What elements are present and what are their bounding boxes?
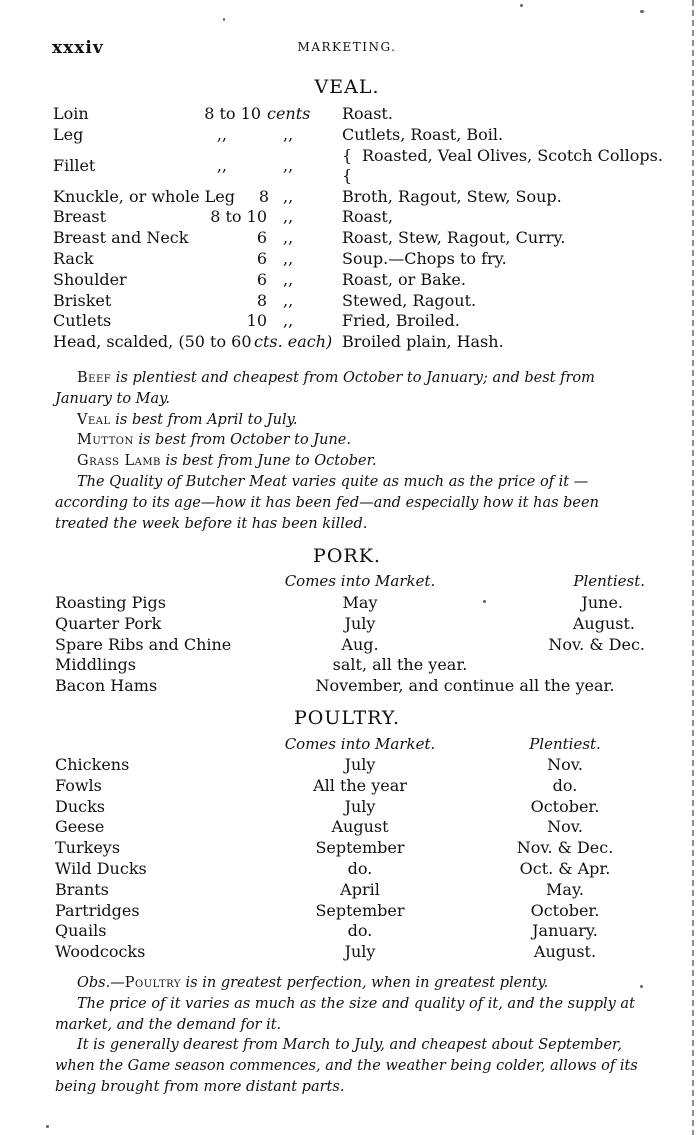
pork-row [55,676,645,697]
pork-name: Roasting Pigs [55,593,166,612]
veal-uses: Roasted, Veal Olives, Scotch Collops. [362,145,663,165]
scan-speckle [640,985,643,988]
poultry-row [55,776,645,797]
veal-price: 8 to 10 [204,104,261,123]
poultry-market: July [344,755,376,774]
veal-unit: ,, [283,248,294,268]
pork-market: November, and continue all the year. [315,676,615,696]
poultry-plentiest: May. [546,879,584,899]
veal-row [53,145,663,187]
poultry-market: July [344,942,376,962]
meat-notes [55,368,645,534]
veal-unit: ,, [283,186,294,206]
poultry-plentiest: January. [532,921,598,941]
poultry-table [55,755,645,963]
veal-uses: Broth, Ragout, Stew, Soup. [342,186,562,206]
dearest-note: It is generally dearest from March to July, and cheapest about September, when the Game season commences, and the weather being colder, allows of its being brought from more distant parts. [55,1037,638,1095]
veal-row [53,125,643,146]
poultry-plentiest: Nov. [547,755,583,774]
quality-note: The Quality of Butcher Meat varies quite as much as the price of it —according to its age—how it has been fed—and especially how it has been treated the week before it has been killed. [55,473,599,532]
poultry-plentiest: Nov. & Dec. [516,838,614,858]
poultry-observations [55,973,645,1098]
poultry-row [55,838,645,859]
poultry-market: September [315,900,405,920]
poultry-row [55,859,645,880]
veal-cut: Loin [53,104,89,123]
veal-uses: Roast, [342,207,393,227]
poultry-plentiest: do. [552,775,578,795]
poultry-plentiest: Nov. [547,817,583,837]
veal-cut: Cutlets [53,311,112,331]
veal-price: 8 to 10 [210,207,267,227]
poultry-name: Quails [55,921,107,941]
veal-row [53,291,643,312]
veal-unit: cts. each) [254,332,333,352]
poultry-market: August [331,817,389,837]
poultry-plentiest: October. [530,796,600,816]
veal-price: ,, [216,124,227,144]
veal-row [53,249,643,270]
scan-speckle [46,1125,49,1128]
pork-table [55,593,645,697]
pork-plentiest: August. [572,613,635,633]
veal-unit: ,, [283,269,294,289]
veal-cut: Shoulder [53,269,127,289]
poultry-market: July [344,796,376,816]
column-comes-into-market: Comes into Market. [284,572,436,590]
poultry-column-headers [55,735,645,755]
poultry-name: Wild Ducks [55,858,147,878]
poultry-name: Ducks [55,796,105,816]
pork-row [55,593,645,614]
pork-column-headers [55,572,645,592]
obs-note: Obs.—Poultry is in greatest perfection, when in greatest plenty. [77,975,549,991]
veal-unit: ,, [283,228,294,248]
veal-uses: Broiled plain, Hash. [342,332,504,352]
veal-unit: ,, [283,311,294,331]
poultry-market: do. [347,921,373,941]
pork-name: Spare Ribs and Chine [55,634,232,654]
veal-row [53,207,643,228]
poultry-name: Fowls [55,775,102,795]
poultry-plentiest: August. [533,942,597,962]
veal-cut: Leg [53,124,84,144]
veal-uses: Roast. [342,104,393,123]
veal-uses: Roast, or Bake. [342,269,466,289]
pork-row [55,614,645,635]
poultry-plentiest: October. [530,900,600,920]
poultry-name: Partridges [55,900,140,920]
pork-name: Quarter Pork [55,613,162,633]
poultry-row [55,942,645,963]
veal-cut: Fillet [53,155,96,175]
poultry-market: All the year [313,775,407,795]
veal-unit: cents [267,104,311,123]
beef-note: Beef is plentiest and cheapest from October to January; and best from January to May. [55,370,595,407]
veal-price: 6 [256,269,267,289]
pork-title: PORK. [313,545,381,567]
veal-cut: Breast and Neck [53,228,189,248]
poultry-row [55,901,645,922]
pork-name: Middlings [55,655,136,675]
veal-price: 6 [256,248,267,268]
veal-uses: Soup.—Chops to fry. [342,248,507,268]
poultry-title: POULTRY. [294,707,400,729]
poultry-market: do. [347,858,373,878]
poultry-row [55,797,645,818]
veal-uses: Stewed, Ragout. [342,290,477,310]
poultry-row [55,817,645,838]
poultry-name: Woodcocks [55,942,146,962]
veal-unit: ,, [283,124,294,144]
poultry-row [55,755,645,776]
lamb-note: Grass Lamb is best from June to October. [77,453,377,470]
veal-price: 6 [256,228,267,248]
veal-uses: Fried, Broiled. [342,311,460,331]
column-comes-into-market: Comes into Market. [284,735,436,753]
scan-speckle [640,10,644,13]
poultry-plentiest: Oct. & Apr. [519,858,611,878]
veal-row [53,332,643,353]
veal-price: 8 [258,186,269,206]
veal-price: ,, [216,155,227,175]
poultry-name: Brants [55,879,109,899]
scan-speckle [483,600,486,603]
pork-market: July [344,613,376,633]
poultry-row [55,880,645,901]
veal-cut: Knuckle, or whole Leg [53,186,235,206]
veal-note: Veal is best from April to July. [77,411,298,428]
scan-speckle [520,4,523,7]
column-plentiest: Plentiest. [573,572,645,590]
veal-row [53,270,643,291]
page-edge-shadow [692,0,694,1135]
veal-title: VEAL. [314,76,380,98]
pork-row [55,635,645,656]
poultry-name: Chickens [55,755,130,774]
pork-market: May [342,593,378,612]
pork-market: salt, all the year. [332,655,468,675]
veal-cut: Rack [53,248,94,268]
poultry-name: Turkeys [55,838,121,858]
pork-plentiest: Nov. & Dec. [548,634,645,654]
pork-name: Bacon Hams [55,676,158,696]
veal-row [53,187,643,208]
veal-price: 10 [246,311,267,331]
pork-plentiest: June. [581,593,623,612]
poultry-row [55,921,645,942]
column-plentiest: Plentiest. [529,735,601,753]
page-number: xxxiv [52,38,104,58]
veal-unit: ,, [283,207,294,227]
running-title: MARKETING. [297,40,397,54]
veal-cut: Brisket [53,290,112,310]
poultry-market: September [315,838,405,858]
veal-uses: Roast, Stew, Ragout, Curry. [342,228,566,248]
veal-row [53,104,643,125]
price-note: The price of it varies as much as the size and quality of it, and the supply at market, and the demand for it. [55,995,635,1033]
veal-cut: Breast [53,207,107,227]
pork-row [55,655,645,676]
mutton-note: Mutton is best from October to June. [77,432,351,449]
veal-uses: Cutlets, Roast, Boil. [342,124,504,144]
brace-glyph: { { [342,145,353,185]
poultry-name: Geese [55,817,105,837]
page-header [52,38,642,60]
veal-unit: ,, [283,155,294,175]
veal-unit: ,, [283,290,294,310]
veal-cut: Head, scalded, (50 to 60 [53,332,252,352]
veal-price: 8 [256,290,267,310]
veal-row [53,228,643,249]
pork-market: Aug. [341,634,379,654]
veal-row [53,311,643,332]
veal-table [53,104,663,353]
scan-speckle [223,18,225,21]
poultry-market: April [340,879,380,899]
